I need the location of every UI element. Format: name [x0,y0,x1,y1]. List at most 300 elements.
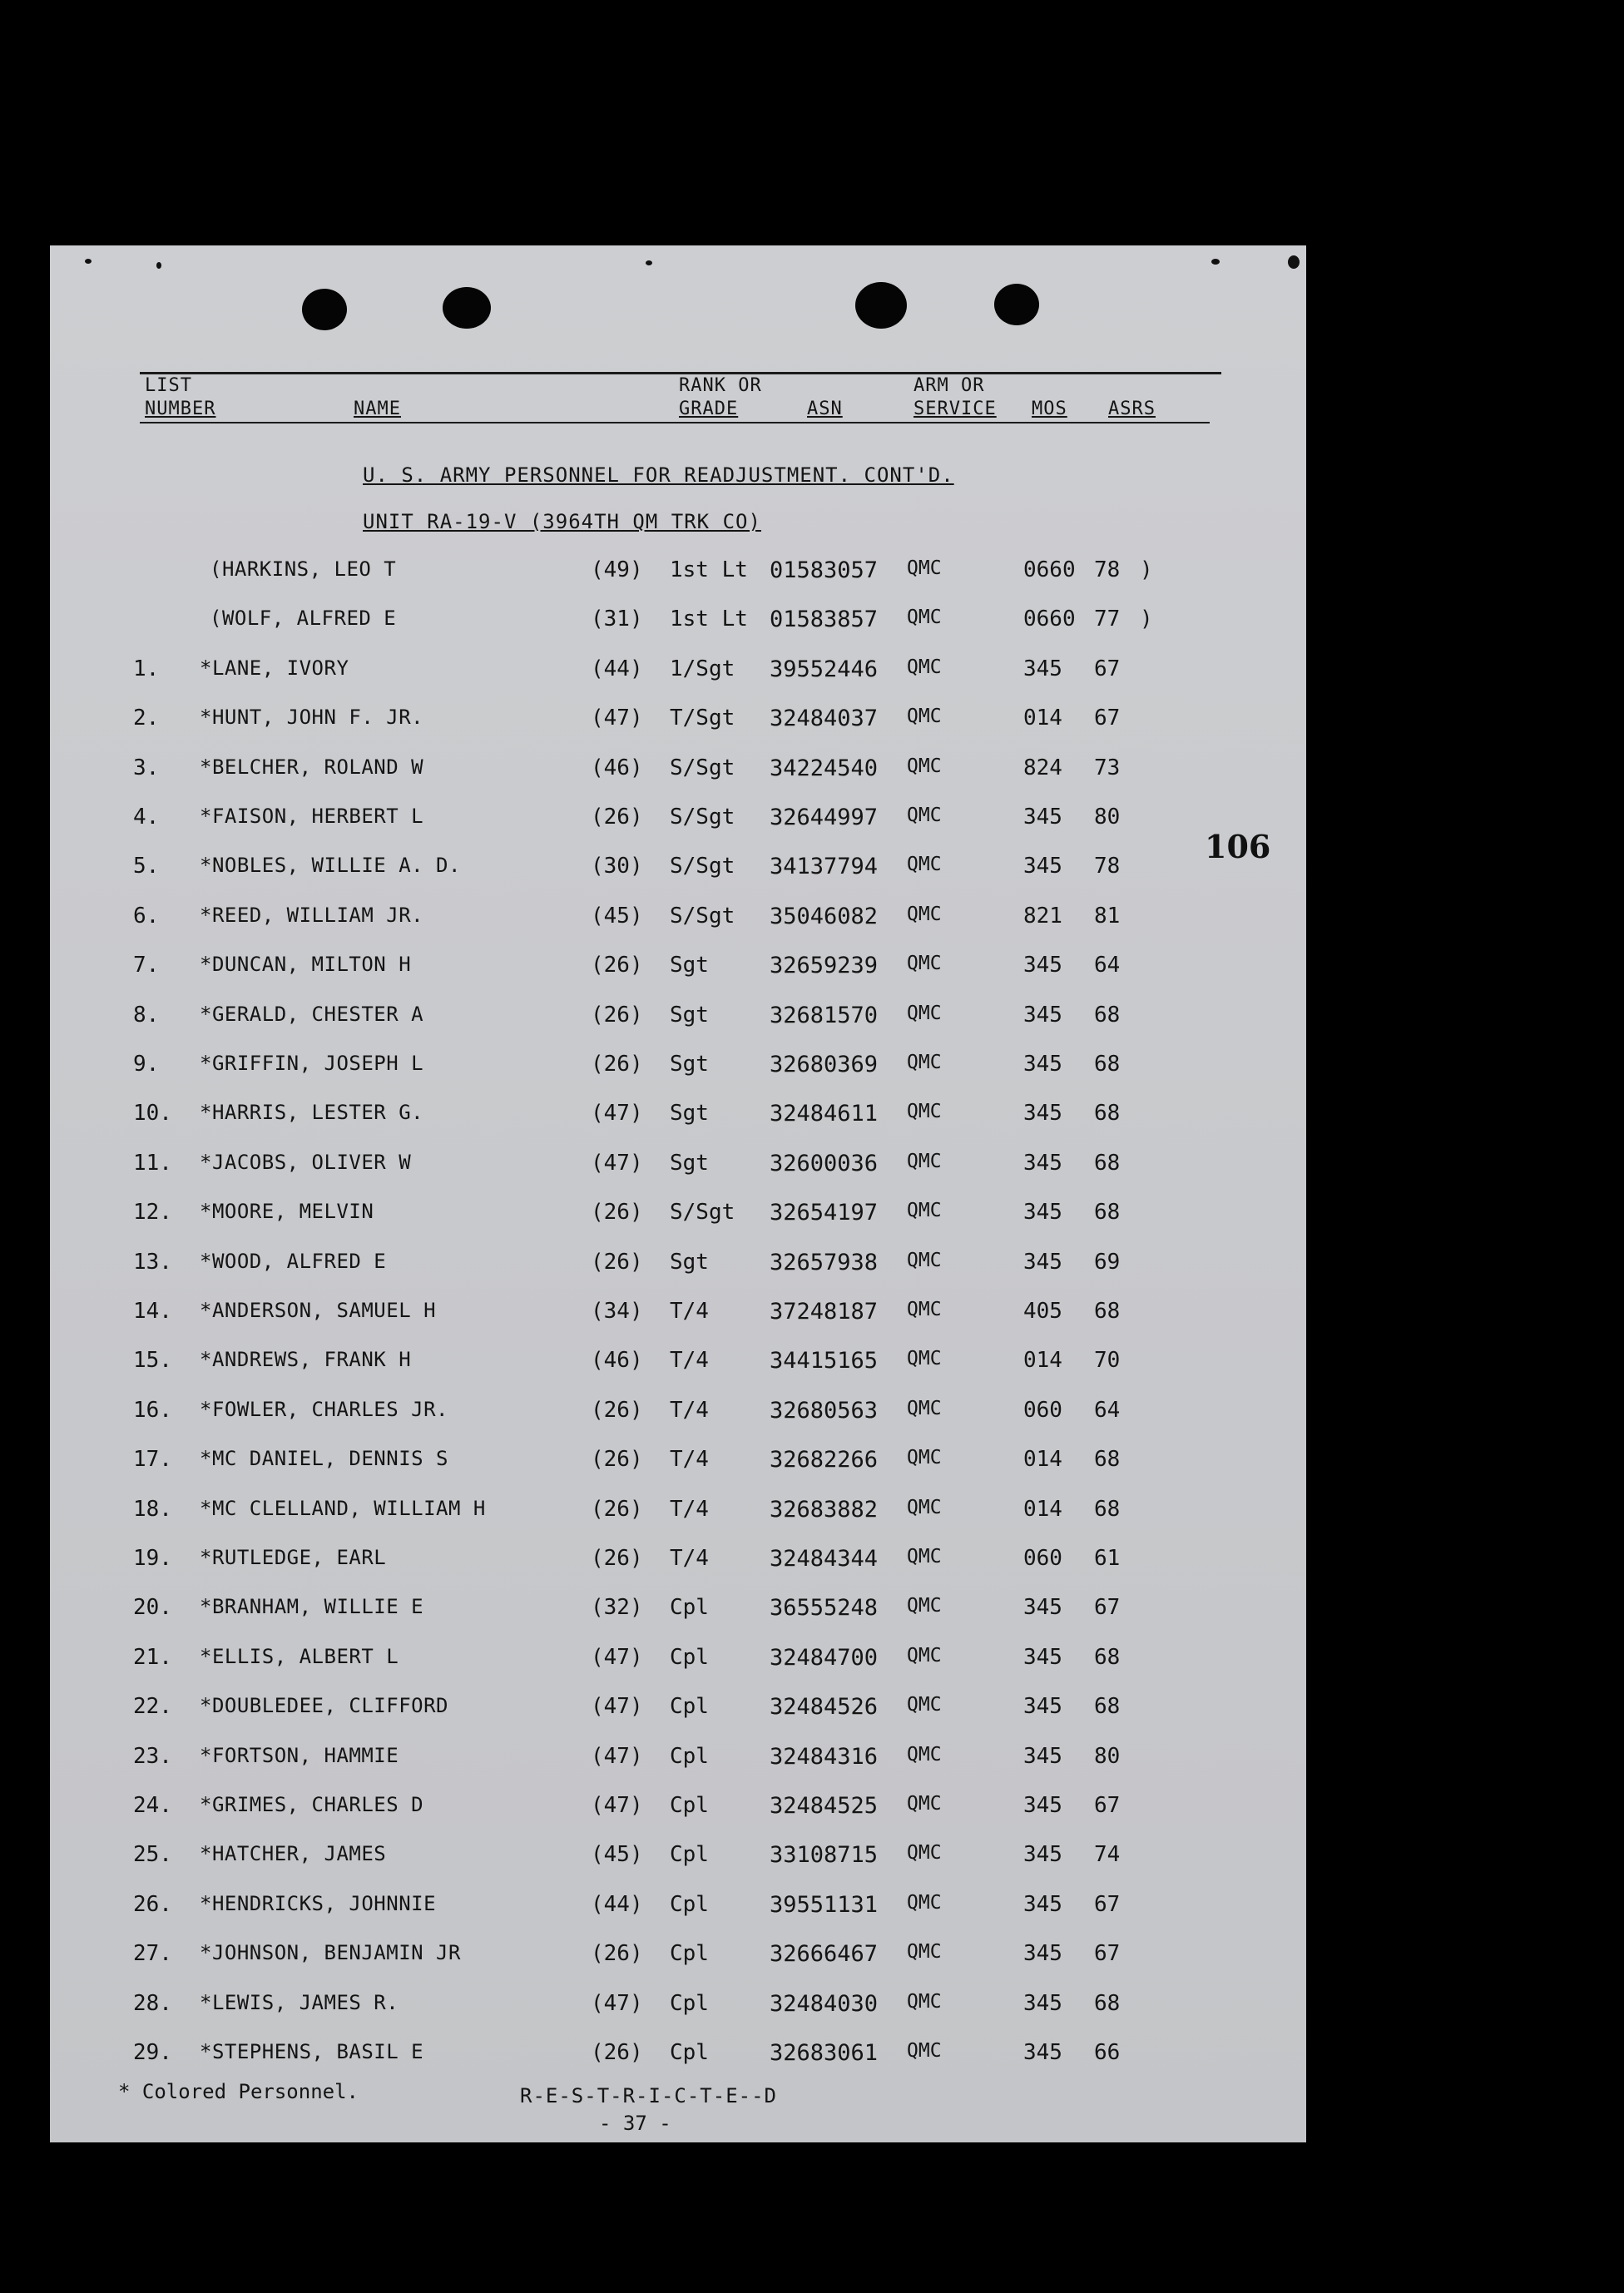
list-number: 21. [133,1644,172,1670]
personnel-age: (44) [591,656,643,681]
personnel-rank: Sgt [670,1150,709,1176]
personnel-service: QMC [907,1595,942,1617]
personnel-name: *GERALD, CHESTER A [200,1002,424,1026]
personnel-service: QMC [907,656,942,678]
personnel-mos: 345 [1023,2040,1062,2065]
personnel-asrs: 78 [1094,854,1121,879]
personnel-asrs: 81 [1094,903,1121,929]
personnel-age: (26) [591,1052,643,1077]
list-number: 2. [133,706,160,731]
personnel-mos: 345 [1023,1052,1062,1077]
personnel-rank: S/Sgt [670,903,735,929]
list-number: 28. [133,1990,172,2016]
personnel-asrs: 61 [1094,1546,1121,1571]
personnel-service: QMC [907,557,942,579]
personnel-rank: T/Sgt [670,706,735,731]
list-number: 20. [133,1595,172,1621]
personnel-asrs: 68 [1094,1299,1121,1324]
table-row [50,1546,1306,1582]
personnel-rank: Sgt [670,1249,709,1275]
personnel-name: *HARRIS, LESTER G. [200,1101,424,1125]
personnel-rank: 1/Sgt [670,656,735,681]
personnel-mos: 345 [1023,1941,1062,1967]
personnel-age: (47) [591,1101,643,1127]
table-row [50,1941,1306,1978]
personnel-name: *LANE, IVORY [200,656,349,680]
personnel-asn: 39551131 [770,1891,879,1918]
personnel-asrs: 77 [1094,607,1121,632]
table-row [50,1151,1306,1187]
personnel-rank: T/4 [670,1397,709,1423]
personnel-rank: 1st Lt [670,557,748,582]
header-list-number: LIST NUMBER [145,375,216,419]
list-number: 1. [133,656,160,681]
list-number: 16. [133,1397,172,1423]
personnel-asn: 35046082 [770,903,879,929]
document-page [50,245,1306,2142]
personnel-service: QMC [907,1052,942,1073]
personnel-asrs: 78 [1094,557,1121,582]
paper-speck [1211,259,1220,265]
table-row [50,904,1306,940]
personnel-age: (46) [591,755,643,780]
personnel-name: *DUNCAN, MILTON H [200,953,412,977]
personnel-asn: 32681570 [770,1002,879,1028]
table-row [50,1645,1306,1681]
personnel-service: QMC [907,953,942,975]
table-row [50,1348,1306,1384]
list-number: 17. [133,1447,172,1473]
personnel-asn: 32484030 [770,1990,879,2017]
personnel-service: QMC [907,755,942,777]
personnel-asrs: 64 [1094,953,1121,978]
personnel-asrs: 64 [1094,1397,1121,1423]
personnel-mos: 345 [1023,1891,1062,1917]
personnel-age: (47) [591,1793,643,1818]
personnel-age: (26) [591,1941,643,1967]
personnel-service: QMC [907,1249,942,1271]
personnel-asn: 32484700 [770,1644,879,1671]
personnel-name: *REED, WILLIAM JR. [200,903,424,927]
personnel-name: *ANDREWS, FRANK H [200,1348,412,1372]
personnel-asn: 32484526 [770,1694,879,1721]
personnel-name: *WOOD, ALFRED E [200,1249,387,1273]
personnel-age: (26) [591,1496,643,1522]
table-row [50,1595,1306,1632]
personnel-mos: 0660 [1023,607,1076,632]
personnel-service: QMC [907,805,942,826]
list-number: 10. [133,1101,172,1127]
personnel-age: (31) [591,607,643,632]
personnel-service: QMC [907,1397,942,1419]
personnel-name: *MC CLELLAND, WILLIAM H [200,1496,486,1520]
personnel-rank: T/4 [670,1496,709,1522]
personnel-mos: 014 [1023,706,1062,731]
personnel-asrs: 67 [1094,1595,1121,1621]
personnel-name: *HENDRICKS, JOHNNIE [200,1891,437,1915]
personnel-asn: 32680369 [770,1052,879,1077]
personnel-rank: T/4 [670,1299,709,1324]
header-arm-service: ARM OR SERVICE [914,375,997,419]
personnel-name: *FAISON, HERBERT L [200,805,424,828]
personnel-mos: 0660 [1023,557,1076,582]
table-row [50,2040,1306,2077]
personnel-service: QMC [907,1644,942,1667]
personnel-rank: Cpl [670,1990,709,2016]
personnel-age: (45) [591,903,643,929]
unit-title: UNIT RA-19-V (3964TH QM TRK CO) [363,510,761,533]
header-asn: ASN [807,399,843,419]
personnel-asn: 01583057 [770,557,879,583]
personnel-mos: 345 [1023,1990,1062,2016]
personnel-name: *ANDERSON, SAMUEL H [200,1299,437,1322]
personnel-asn: 32680563 [770,1397,879,1424]
list-number: 29. [133,2040,172,2065]
personnel-asrs: 67 [1094,656,1121,681]
personnel-rank: Cpl [670,1743,709,1769]
personnel-age: (49) [591,557,643,582]
personnel-mos: 345 [1023,1002,1062,1028]
personnel-service: QMC [907,1546,942,1567]
paper-speck [1288,255,1300,269]
personnel-name: *HATCHER, JAMES [200,1842,387,1866]
personnel-asn: 37248187 [770,1299,879,1325]
personnel-name: *STEPHENS, BASIL E [200,2040,424,2063]
personnel-asn: 32484525 [770,1793,879,1819]
personnel-service: QMC [907,1842,942,1865]
header-rank: RANK OR GRADE [679,375,762,419]
footnote: * Colored Personnel. [118,2080,359,2103]
personnel-asn: 32682266 [770,1447,879,1473]
personnel-mos: 345 [1023,1101,1062,1127]
personnel-asrs: 73 [1094,755,1121,780]
header-bottom-rule [140,422,1210,423]
list-number: 7. [133,953,160,978]
personnel-asn: 33108715 [770,1842,879,1869]
punch-hole [443,287,491,329]
personnel-name: (WOLF, ALFRED E [210,607,397,631]
list-number: 22. [133,1694,172,1720]
personnel-age: (26) [591,1397,643,1423]
personnel-mos: 014 [1023,1496,1062,1522]
list-number: 14. [133,1299,172,1324]
personnel-mos: 345 [1023,854,1062,879]
personnel-age: (26) [591,1200,643,1226]
table-row [50,656,1306,693]
paper-speck [646,260,652,265]
personnel-age: (46) [591,1348,643,1374]
personnel-service: QMC [907,2040,942,2062]
closing-paren: ) [1140,607,1153,632]
document-title: U. S. ARMY PERSONNEL FOR READJUSTMENT. CONT'D. [363,463,954,487]
paper-speck [156,262,161,269]
personnel-service: QMC [907,1299,942,1320]
personnel-rank: S/Sgt [670,805,735,830]
list-number: 27. [133,1941,172,1967]
personnel-service: QMC [907,1200,942,1222]
personnel-name: *JOHNSON, BENJAMIN JR [200,1941,461,1965]
list-number: 11. [133,1150,172,1176]
personnel-service: QMC [907,854,942,876]
personnel-asn: 39552446 [770,656,879,682]
personnel-asrs: 68 [1094,1052,1121,1077]
personnel-mos: 345 [1023,1644,1062,1670]
table-row [50,1398,1306,1434]
personnel-asn: 32657938 [770,1249,879,1275]
personnel-service: QMC [907,903,942,925]
personnel-age: (47) [591,1743,643,1769]
personnel-age: (26) [591,2040,643,2065]
personnel-asn: 32484344 [770,1546,879,1572]
list-number: 15. [133,1348,172,1374]
personnel-asrs: 68 [1094,1990,1121,2016]
table-row [50,1003,1306,1039]
page-number: - 37 - [599,2112,671,2135]
personnel-service: QMC [907,1743,942,1766]
table-row [50,1299,1306,1335]
table-row [50,805,1306,841]
personnel-service: QMC [907,1941,942,1964]
personnel-rank: Cpl [670,1793,709,1818]
personnel-mos: 345 [1023,805,1062,830]
personnel-asn: 32659239 [770,953,879,979]
personnel-asn: 34224540 [770,755,879,781]
personnel-name: *LEWIS, JAMES R. [200,1990,399,2014]
personnel-service: QMC [907,1002,942,1024]
personnel-asrs: 67 [1094,1793,1121,1818]
personnel-service: QMC [907,706,942,728]
personnel-mos: 821 [1023,903,1062,929]
personnel-asrs: 67 [1094,706,1121,731]
personnel-asrs: 69 [1094,1249,1121,1275]
personnel-asrs: 68 [1094,1644,1121,1670]
closing-paren: ) [1140,557,1153,582]
personnel-rank: 1st Lt [670,607,748,632]
list-number: 9. [133,1052,160,1077]
personnel-name: *DOUBLEDEE, CLIFFORD [200,1694,448,1718]
personnel-asrs: 70 [1094,1348,1121,1374]
list-number: 24. [133,1793,172,1818]
list-number: 3. [133,755,160,780]
personnel-name: *BELCHER, ROLAND W [200,755,424,779]
personnel-service: QMC [907,1348,942,1370]
personnel-service: QMC [907,1694,942,1716]
personnel-mos: 345 [1023,1249,1062,1275]
personnel-rank: Sgt [670,1052,709,1077]
personnel-name: *NOBLES, WILLIE A. D. [200,854,461,878]
personnel-name: *BRANHAM, WILLIE E [200,1595,424,1619]
table-row [50,1052,1306,1088]
personnel-age: (47) [591,1150,643,1176]
personnel-name: *FORTSON, HAMMIE [200,1743,399,1767]
personnel-rank: S/Sgt [670,854,735,879]
list-number: 8. [133,1002,160,1028]
personnel-name: *HUNT, JOHN F. JR. [200,706,424,730]
personnel-asn: 32484316 [770,1743,879,1770]
personnel-asn: 34415165 [770,1348,879,1374]
personnel-age: (47) [591,1990,643,2016]
personnel-age: (34) [591,1299,643,1324]
personnel-rank: Cpl [670,1891,709,1917]
personnel-asrs: 68 [1094,1150,1121,1176]
personnel-name: *ELLIS, ALBERT L [200,1644,399,1668]
table-row [50,854,1306,890]
personnel-mos: 014 [1023,1348,1062,1374]
punch-hole [994,284,1039,325]
personnel-rank: T/4 [670,1447,709,1473]
officer-row [50,557,1306,594]
table-row [50,1793,1306,1830]
table-row [50,1694,1306,1731]
personnel-name: *GRIMES, CHARLES D [200,1793,424,1816]
personnel-mos: 345 [1023,656,1062,681]
table-row [50,1497,1306,1533]
personnel-service: QMC [907,1447,942,1469]
personnel-asn: 32644997 [770,805,879,830]
personnel-asn: 32683882 [770,1496,879,1523]
personnel-name: *JACOBS, OLIVER W [200,1150,412,1174]
personnel-mos: 014 [1023,1447,1062,1473]
punch-hole [302,289,347,330]
personnel-name: (HARKINS, LEO T [210,557,397,581]
personnel-age: (45) [591,1842,643,1868]
officer-row [50,607,1306,643]
personnel-asrs: 80 [1094,805,1121,830]
personnel-mos: 824 [1023,755,1062,780]
personnel-asn: 32654197 [770,1200,879,1226]
personnel-asrs: 68 [1094,1101,1121,1127]
personnel-mos: 345 [1023,1743,1062,1769]
personnel-asrs: 68 [1094,1694,1121,1720]
personnel-mos: 345 [1023,1595,1062,1621]
table-row [50,1101,1306,1137]
personnel-asn: 36555248 [770,1595,879,1622]
personnel-mos: 060 [1023,1546,1062,1571]
personnel-service: QMC [907,1101,942,1123]
personnel-mos: 345 [1023,1150,1062,1176]
header-name: NAME [354,399,401,419]
table-row [50,755,1306,792]
list-number: 6. [133,903,160,929]
personnel-asn: 01583857 [770,607,879,633]
personnel-service: QMC [907,1891,942,1914]
personnel-rank: Cpl [670,1842,709,1868]
header-mos: MOS [1032,399,1067,419]
list-number: 26. [133,1891,172,1917]
punch-hole [855,282,907,329]
personnel-name: *FOWLER, CHARLES JR. [200,1397,448,1421]
personnel-name: *MC DANIEL, DENNIS S [200,1447,448,1471]
personnel-asn: 32484037 [770,706,879,732]
personnel-asrs: 68 [1094,1447,1121,1473]
list-number: 18. [133,1496,172,1522]
personnel-rank: T/4 [670,1546,709,1571]
personnel-asn: 32600036 [770,1150,879,1176]
personnel-asn: 34137794 [770,854,879,880]
personnel-rank: Cpl [670,2040,709,2065]
personnel-asrs: 68 [1094,1002,1121,1028]
personnel-asrs: 68 [1094,1496,1121,1522]
personnel-mos: 060 [1023,1397,1062,1423]
personnel-name: *GRIFFIN, JOSEPH L [200,1052,424,1075]
list-number: 13. [133,1249,172,1275]
table-row [50,953,1306,989]
header-asrs: ASRS [1108,399,1156,419]
personnel-rank: S/Sgt [670,1200,735,1226]
personnel-age: (26) [591,805,643,830]
personnel-rank: Sgt [670,953,709,978]
table-row [50,1842,1306,1879]
list-number: 5. [133,854,160,879]
personnel-age: (47) [591,706,643,731]
personnel-asn: 32666467 [770,1941,879,1968]
personnel-asrs: 74 [1094,1842,1121,1868]
table-row [50,1991,1306,2028]
personnel-name: *MOORE, MELVIN [200,1200,374,1224]
personnel-age: (47) [591,1694,643,1720]
table-row [50,1744,1306,1780]
personnel-rank: Cpl [670,1595,709,1621]
list-number: 4. [133,805,160,830]
personnel-rank: Sgt [670,1101,709,1127]
personnel-rank: Sgt [670,1002,709,1028]
personnel-service: QMC [907,1496,942,1518]
personnel-mos: 345 [1023,953,1062,978]
personnel-asrs: 68 [1094,1200,1121,1226]
personnel-service: QMC [907,1150,942,1172]
personnel-age: (47) [591,1644,643,1670]
personnel-rank: T/4 [670,1348,709,1374]
personnel-rank: Cpl [670,1941,709,1967]
personnel-age: (26) [591,1002,643,1028]
list-number: 19. [133,1546,172,1571]
personnel-age: (30) [591,854,643,879]
personnel-asrs: 67 [1094,1891,1121,1917]
personnel-service: QMC [907,1990,942,2013]
personnel-age: (32) [591,1595,643,1621]
list-number: 12. [133,1200,172,1226]
personnel-mos: 345 [1023,1793,1062,1818]
personnel-age: (44) [591,1891,643,1917]
personnel-rank: Cpl [670,1694,709,1720]
personnel-rank: Cpl [670,1644,709,1670]
stamp-number: 106 [1205,828,1271,865]
personnel-age: (26) [591,1249,643,1275]
personnel-mos: 345 [1023,1842,1062,1868]
personnel-age: (26) [591,953,643,978]
table-row [50,1447,1306,1483]
table-row [50,1892,1306,1929]
personnel-service: QMC [907,607,942,629]
personnel-mos: 345 [1023,1694,1062,1720]
personnel-age: (26) [591,1546,643,1571]
personnel-asrs: 67 [1094,1941,1121,1967]
table-row [50,1250,1306,1286]
personnel-asrs: 66 [1094,2040,1121,2065]
personnel-mos: 405 [1023,1299,1062,1324]
personnel-asn: 32683061 [770,2040,879,2066]
personnel-mos: 345 [1023,1200,1062,1226]
personnel-asrs: 80 [1094,1743,1121,1769]
list-number: 25. [133,1842,172,1868]
personnel-name: *RUTLEDGE, EARL [200,1546,387,1569]
list-number: 23. [133,1743,172,1769]
personnel-rank: S/Sgt [670,755,735,780]
table-row [50,1200,1306,1236]
table-row [50,706,1306,742]
personnel-asn: 32484611 [770,1101,879,1127]
restricted-marking: R-E-S-T-R-I-C-T-E--D [520,2084,777,2107]
